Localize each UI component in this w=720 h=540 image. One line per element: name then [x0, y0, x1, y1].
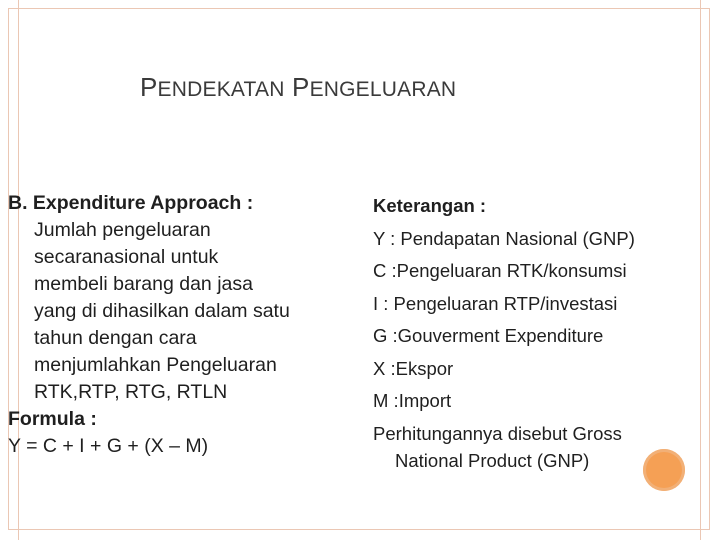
formula: Y = C + I + G + (X – M) [8, 435, 209, 457]
legend-item: C :Pengeluaran RTK/konsumsi [373, 260, 627, 281]
left-line: RTK,RTP, RTG, RTLN [34, 381, 228, 403]
legend-item: M :Import [373, 390, 452, 411]
right-column [373, 190, 703, 474]
formula-label: Formula : [8, 408, 97, 430]
right-heading: Keterangan : [373, 195, 487, 216]
left-heading: B. Expenditure Approach : [8, 192, 254, 214]
left-column [8, 190, 358, 460]
legend-item: Y : Pendapatan Nasional (GNP) [373, 227, 635, 249]
title-cap-2: P [292, 72, 310, 102]
left-line: Jumlah pengeluaran [34, 219, 211, 241]
legend-item: I : Pengeluaran RTP/investasi [373, 292, 618, 314]
note-line: National Product (GNP) [395, 449, 590, 471]
note-line: Perhitungannya disebut Gross [373, 422, 622, 444]
title-rest-2: ENGELUARAN [309, 78, 457, 101]
left-line: menjumlahkan Pengeluaran [34, 354, 277, 376]
title-rest-1: ENDEKATAN [157, 78, 285, 101]
decorative-dot [643, 449, 685, 491]
left-line: yang di dihasilkan dalam satu [34, 300, 290, 322]
left-line: tahun dengan cara [34, 327, 197, 349]
legend-item: X :Ekspor [373, 357, 454, 379]
legend-item: G :Gouverment Expenditure [373, 325, 604, 346]
left-line: membeli barang dan jasa [34, 273, 253, 295]
page-title [140, 72, 580, 103]
left-line: secaranasional untuk [34, 246, 219, 268]
title-cap-1: P [140, 72, 158, 102]
